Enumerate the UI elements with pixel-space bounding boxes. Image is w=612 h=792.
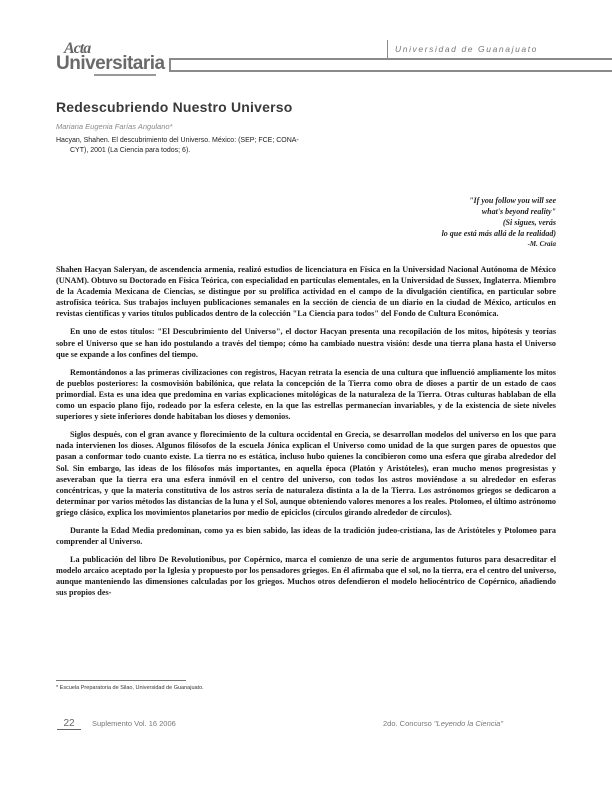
footer-contest-title: "Leyendo la Ciencia" [433,719,503,728]
article-author: Mariana Eugenia Farías Angulano* [56,122,173,131]
reference-line-2: CYT), 2001 (La Ciencia para todos; 6). [70,147,191,154]
article-body [56,264,556,606]
epigraph [442,195,556,250]
reference-line-1: Hacyan, Shahen. El descubrimiento del Universo. México: (SEP; FCE; CONA- [56,137,299,144]
header-rule-box [169,58,612,72]
footer-contest [383,719,503,728]
body-paragraph: La publicación del libro De Revolutionibus, por Copérnico, marca el comienzo de una serie de argumentos futuros para desacreditar el modelo arcaico aceptado por la Iglesia y propuesto por los pensadores griegos. En él afirmaba que el sol, no la tierra, era el centro del universo, aunque manteniendo las dimensiones calculadas por los griegos. Muchos otros defendieron el modelo heliocéntrico de Copérnico, añadiendo sus propios des- [56,555,556,598]
logo-universitaria-text: Universitaria [56,53,165,74]
logo-underline [94,74,156,76]
article-title: Redescubriendo Nuestro Universo [56,99,293,115]
body-paragraph: Shahen Hacyan Saleryan, de ascendencia armenia, realizó estudios de licenciatura en Física en la Universidad Nacional Autónoma de México (UNAM). Obtuvo su Doctorado en Física Teórica, con especialidad en partículas elementales, en la Universidad de Sussex, Inglaterra. Miembro de la Academia Mexicana de Ciencias, se distingue por su prolífica actividad en el campo de la divulgación científica, en particular sobre astrofísica teórica. Sus trabajos incluyen publicaciones semanales en la sección de ciencia de un diario en la ciudad de México, artículos en revistas científicas y varios títulos publicados dentro de la colección "La Ciencia para todos" del Fondo de Cultura Económica. [56,265,556,319]
epigraph-attribution: -M. Craia [527,240,556,248]
footnote-rule [56,680,186,681]
footnote: * Escuela Preparatoria de Silao, Universidad de Guanajuato. [56,685,204,691]
footer-volume: Suplemento Vol. 16 2006 [92,719,176,728]
page-number: 22 [57,718,81,730]
body-paragraph: Siglos después, con el gran avance y florecimiento de la cultura occidental en Grecia, se desarrollan modelos del universo en los que para nada intervienen los dioses. Algunos filósofos de la escuela Jónica explican el Universo como unidad de la que surgen pares de opuestos que pasan a conformar todo cuanto existe. La tierra no es estática, incluso hubo quienes la concibieron como una esfera que giraba alrededor del Sol. Sin embargo, las ideas de los filósofos más importantes, en aquella época (Platón y Aristóteles), eran mucho menos progresistas y aseveraban que la tierra era una esfera inmóvil en el centro del universo, con todos los astros moviéndose a su alrededor en esferas concéntricas, y que la materia constitutiva de los astros sería de naturaleza distinta a la de la Tierra. Los astrónomos griegos se dedicaron a determinar por varios métodos las distancias de la luna y el Sol, aunque obteniendo valores menores a los reales. Ptolomeo, el último astrónomo griego clásico, explica los movimientos planetarios por medio de epiciclos (círculos girando alrededor de círculos). [56,430,556,517]
footer-contest-prefix: 2do. Concurso [383,719,434,728]
epigraph-line: "If you follow you will see [469,196,556,205]
logo-acta-text: Acta [64,40,91,57]
book-reference [56,136,306,156]
header-divider [387,40,388,58]
epigraph-line: lo que está más allá de la realidad) [441,229,556,238]
journal-logo [56,40,166,78]
epigraph-line: (Si sigues, verás [502,218,556,227]
epigraph-line: what's beyond reality" [481,207,556,216]
institution-name: Universidad de Guanajuato [395,44,539,54]
body-paragraph: Remontándonos a las primeras civilizaciones con registros, Hacyan retrata la esencia de una cultura que influenció ampliamente los mitos de pueblos posteriores: la cosmovisión babilónica, que relata la concepción de la Tierra como obra de dioses a partir de un estado de caos primordial. Esta es una idea que predomina en varias explicaciones mitológicas de la naturaleza de la Tierra. Otras culturas hablaban de ella como un espacio plano fijo, rodeado por la esfera celeste, en la que las estrellas permanecían invariables, y de la existencia de siete niveles superiores y siete inferiores donde habitaban los dioses y demonios. [56,367,556,422]
body-paragraph: En uno de estos títulos: "El Descubrimiento del Universo", el doctor Hacyan presenta una recopilación de los mitos, hipótesis y teorías sobre el Universo que se han ido postulando a través del tiempo; cómo ha cambiado nuestra visión: desde una tierra plana hasta el Universo que se expande a los confines del tiempo. [56,327,556,359]
body-paragraph: Durante la Edad Media predominan, como ya es bien sabido, las ideas de la tradición judeo-cristiana, las de Aristóteles y Ptolomeo para comprender al Universo. [56,525,556,547]
